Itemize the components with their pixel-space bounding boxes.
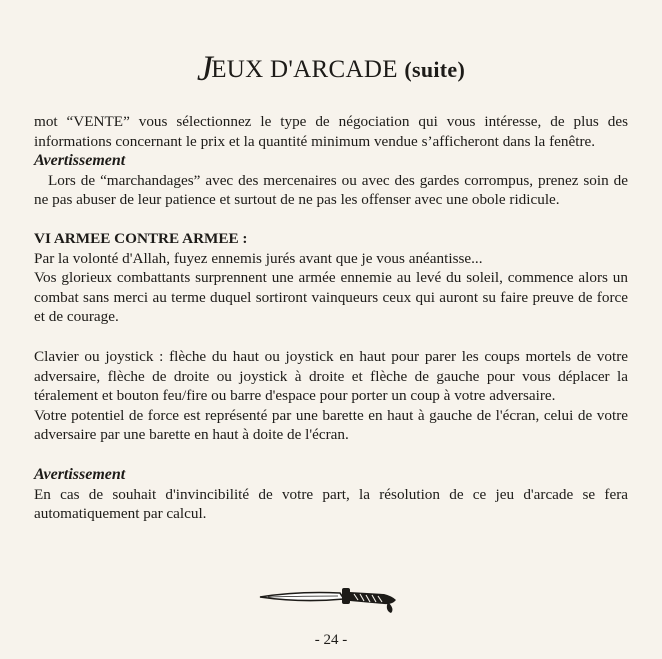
warning-text-2: En cas de souhait d'invincibilité de votre part, la résolution de ce jeu d'arcade se fera automatiquement par calcul. <box>34 485 628 523</box>
warning-heading-1: Avertissement <box>34 152 126 170</box>
section-line-1: Par la volonté d'Allah, fuyez ennemis jurés avant que je vous anéantisse... <box>34 249 483 267</box>
section-paragraph-2: Clavier ou joystick : flèche du haut ou joystick en haut pour parer les coups mortels de votre adversaire, flèche de droite ou joystick à droite et flèche de gauche pour vous déplacer la téralement et bouton feu/fire ou barre d'espace pour porter un coup à votre adversaire. <box>34 347 628 405</box>
section-title: VI ARMEE CONTRE ARMEE : <box>34 229 248 247</box>
page-title <box>0 44 662 86</box>
section-paragraph-3: Votre potentiel de force est représenté par une barette en haut à gauche de l'écran, celui de votre adversaire par une barette en haut à doite de l'écran. <box>34 406 628 444</box>
section-paragraph-1: Vos glorieux combattants surprennent une armée ennemie au levé du soleil, commence alors un combat sans merci au terme duquel sortiront vainqueurs ceux qui auront su faire preuve de force et de courage. <box>34 269 628 326</box>
page-number: - 24 - <box>314 632 348 648</box>
title-suite: (suite) <box>404 57 466 82</box>
title-initial: J <box>196 48 214 88</box>
dagger-icon <box>258 585 400 615</box>
warning-heading-2: Avertissement <box>34 465 126 483</box>
intro-paragraph: mot “VENTE” vous sélectionnez le type de négociation qui vous intéresse, de plus des informations concernant le prix et la quantité minimum vendue s’afficheront dans la fenêtre. <box>34 113 628 150</box>
page-body <box>34 112 628 524</box>
spacer <box>34 445 628 465</box>
warning-text-1: Lors de “marchandages” avec des mercenaires ou avec des gardes corrompus, prenez soin de ne pas abuser de leur patience et surtout de ne pas les offenser avec une obole ridicule. <box>34 171 628 209</box>
spacer <box>34 327 628 347</box>
spacer <box>34 210 628 229</box>
title-main: EUX D'ARCADE <box>211 56 398 83</box>
